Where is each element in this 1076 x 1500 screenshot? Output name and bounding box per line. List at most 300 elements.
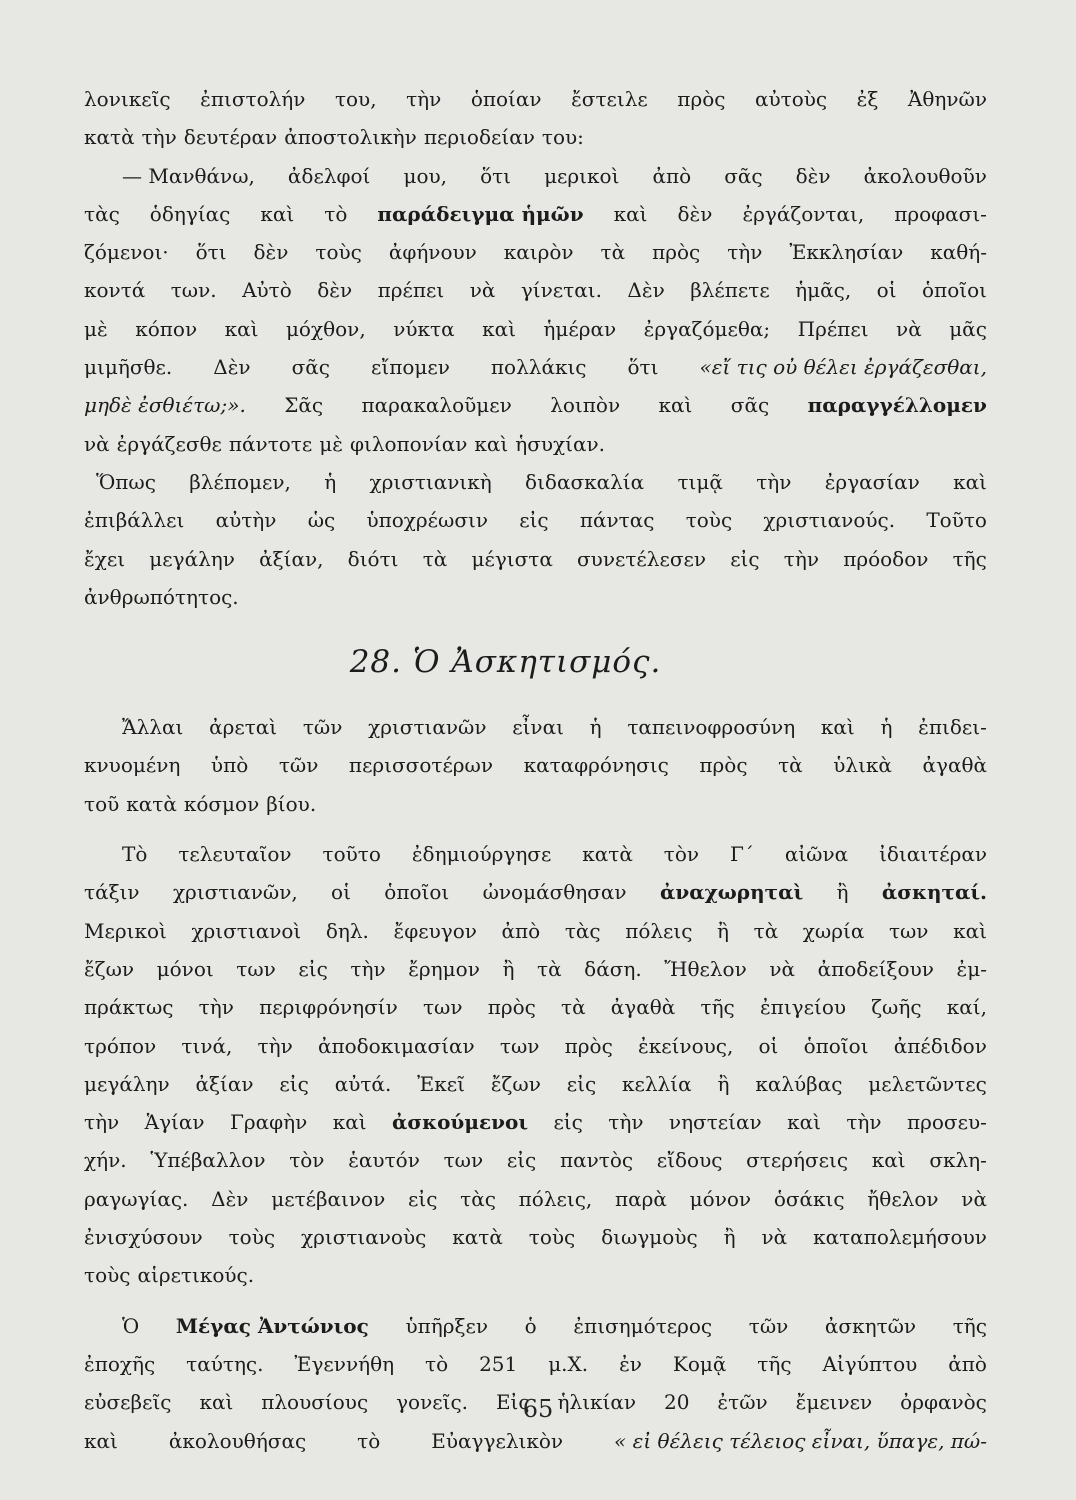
word: καί, (946, 995, 987, 1020)
word: τὰ (561, 995, 586, 1020)
text-line (84, 271, 987, 309)
word: ζόμενοι· (84, 240, 169, 265)
word: — Μανθάνω, (122, 163, 255, 188)
word: νὰ (469, 278, 496, 303)
word: ἔζων (84, 956, 135, 981)
word: τὸ (357, 1428, 381, 1453)
word: ἔστειλε (571, 87, 648, 111)
word: τὰς (564, 918, 601, 943)
word: ἐργάζονται, (742, 201, 865, 226)
word: ὁποίαν (470, 87, 542, 111)
word: ἐν (619, 1351, 642, 1376)
word: ἔμεινεν (795, 1390, 873, 1415)
word: νὰ (769, 956, 795, 981)
text-line (84, 1180, 987, 1218)
italic-phrase: «εἴ τις οὐ θέλει ἐργάζεσθαι, (699, 355, 987, 380)
word: ἡλικίαν (557, 1390, 637, 1415)
word: καὶ (613, 201, 648, 226)
word: ἐποχῆς (84, 1351, 156, 1376)
word: Ἐκεῖ (417, 1071, 465, 1096)
text-line (84, 348, 987, 386)
word: ἀσκητῶν (824, 1313, 917, 1338)
word: πόλεις, (518, 1186, 593, 1211)
word: ἀποδείξουν (817, 956, 934, 981)
word: κελλία (622, 1071, 692, 1096)
word: ἀκολουθοῦν (863, 163, 987, 188)
word: τὰ (753, 918, 779, 943)
word: ὁποῖοι (803, 1033, 869, 1058)
word: νὰ (961, 1186, 987, 1211)
word: πρὸς (564, 1033, 613, 1058)
word: καὶ (820, 715, 855, 740)
word: Γ΄ (729, 842, 754, 867)
word: των (422, 995, 463, 1020)
word: εὐσεβεῖς (84, 1390, 172, 1415)
word: εἰς (298, 956, 328, 981)
word: μ.Χ. (548, 1351, 589, 1376)
word: κνυομένη (84, 753, 181, 778)
word: δευτέραν (183, 125, 278, 150)
word: δηλ. (325, 918, 369, 943)
text-line (84, 1027, 987, 1065)
word: ἐργάζεσθε (116, 431, 222, 456)
word: Πρέπει (797, 316, 869, 341)
word: αὐτὴν (215, 508, 277, 533)
word: ὑλικὰ (833, 753, 892, 778)
text-line (84, 912, 987, 950)
word: ἐκείνους, (637, 1033, 734, 1058)
word: τιμᾷ (677, 469, 723, 494)
word: ἐτῶν (717, 1390, 768, 1415)
word: καὶ (953, 918, 987, 943)
word: ἡ (589, 715, 602, 740)
word: καὶ (871, 1148, 906, 1173)
word: ταπεινοφροσύνη (627, 715, 796, 740)
word: δὲν (253, 240, 289, 265)
word: πρὸς (487, 995, 536, 1020)
bold-word: ἀσκηταί. (881, 880, 987, 905)
word: τῶν (302, 715, 343, 740)
word: αὐτοὺς (754, 87, 828, 111)
word: καὶ (332, 1110, 367, 1135)
word: δὲν (677, 201, 713, 226)
italic-phrase: « εἰ θέλεις τέλειος εἶναι, ὕπαγε, πώ- (614, 1428, 987, 1453)
word: αὐτά. (334, 1071, 392, 1096)
word: των. (170, 278, 217, 303)
word: πολλάκις (490, 355, 587, 380)
word: εἰς (506, 1148, 537, 1173)
word: ἐπιστολήν (200, 87, 306, 111)
word: τὸ (324, 201, 348, 226)
word: πόλεις (625, 918, 693, 943)
text-line (84, 746, 987, 784)
word: περιοδείαν (423, 125, 535, 150)
word: χριστιανούς. (763, 508, 896, 533)
word: τῆς (952, 1313, 987, 1338)
word: τὴν (756, 469, 792, 494)
word: τὴν (84, 1110, 120, 1135)
word: πρόοδον (843, 546, 929, 571)
word: καὶ (787, 1110, 821, 1135)
word: ὑπῆρξεν (405, 1313, 489, 1338)
word: ἐπισημότερος (573, 1313, 713, 1338)
word: Δὲν (211, 1186, 249, 1211)
word: πρὸς (652, 240, 701, 265)
word: Εὐαγγελικὸν (431, 1428, 564, 1453)
word: ὅτι (195, 240, 227, 265)
word: εἰς (408, 1186, 438, 1211)
word: ἀγαθὰ (610, 995, 676, 1020)
word: Μερικοὶ (84, 918, 167, 943)
word: οἱ (876, 278, 897, 303)
word: τοὺς (84, 1263, 131, 1288)
word: 251 (479, 1351, 518, 1376)
word: τρόπον (84, 1033, 157, 1058)
word: ἐμ- (956, 956, 987, 981)
word: τάξιν (84, 880, 140, 905)
word: του, (334, 87, 377, 111)
word: φιλοπονίαν (349, 431, 468, 456)
word: καταπολεμήσουν (813, 1225, 987, 1250)
word: ὁποῖοι (922, 278, 987, 303)
word: ὁ (524, 1313, 537, 1338)
word: Εἰς (495, 1390, 530, 1415)
text-line (84, 1345, 987, 1383)
text-line (84, 988, 987, 1026)
word: διδασκαλία (525, 469, 645, 494)
word: διωγμοὺς (601, 1225, 698, 1250)
word: τὴν (257, 1033, 293, 1058)
word: ἀνθρωπότητος. (84, 584, 239, 609)
word: κατὰ (126, 791, 177, 816)
word: ἀκολουθήσας (168, 1428, 307, 1453)
word: ὁσάκις (773, 1186, 845, 1211)
word: λοιπὸν (550, 393, 621, 418)
word: ραγωγίας. (84, 1186, 189, 1211)
word: βλέπομεν, (189, 469, 291, 494)
word: χήν. (84, 1148, 127, 1173)
word: τὰς (84, 201, 120, 226)
word: ἡ (880, 715, 893, 740)
word: ἐργαζόμεθα; (643, 316, 771, 341)
word: τοὺς (228, 1225, 276, 1250)
word: Ὑπέβαλλον (150, 1148, 266, 1173)
word: βλέπετε (690, 278, 770, 303)
word: ὅτι (480, 163, 512, 188)
word: δὲν (795, 163, 831, 188)
word: των (499, 1033, 540, 1058)
word: ἡ (324, 469, 337, 494)
word: περιφρόνησίν (259, 995, 398, 1020)
word: ἀποδοκιμασίαν (317, 1033, 475, 1058)
word: ἢ (717, 918, 730, 943)
word: παντὸς (559, 1148, 634, 1173)
word: πάντοτε (228, 431, 313, 456)
word: ἀπὸ (501, 918, 541, 943)
word: μόνον (689, 1186, 752, 1211)
word: ὠνομάσθησαν (482, 880, 627, 905)
word: μου, (403, 163, 448, 188)
word: μᾶς (949, 316, 987, 341)
word: τοὺς (528, 1225, 576, 1250)
word: ταύτης. (186, 1351, 264, 1376)
word: Ἤθελον (664, 956, 747, 981)
word: τὰς (460, 1186, 496, 1211)
word: Αἰγύπτου (822, 1351, 918, 1376)
word: εἰς (730, 546, 760, 571)
word: των (236, 956, 276, 981)
word: ὡς (307, 508, 336, 533)
word: περισσοτέρων (348, 753, 494, 778)
word: μὲ (319, 431, 343, 456)
text-line (84, 310, 987, 348)
word: ἤθελον (867, 1186, 939, 1211)
word: Ἐκκλησίαν (789, 240, 904, 265)
word: τὸν (289, 1148, 325, 1173)
word: Ἀθηνῶν (907, 87, 987, 111)
word: βίου. (266, 791, 317, 816)
word: μεγάλην (149, 546, 235, 571)
paragraph-spacer (84, 823, 987, 835)
word: μέγιστα (471, 546, 553, 571)
word: καιρὸν (503, 240, 574, 265)
word: σκλη- (929, 1148, 987, 1173)
word: κατὰ (582, 842, 633, 867)
word: συνετέλεσεν (577, 546, 706, 571)
word: πάντας (579, 508, 655, 533)
word: μερικοὶ (544, 163, 620, 188)
body-text (84, 80, 987, 1460)
word: κόπον (135, 316, 198, 341)
word: καὶ (482, 316, 516, 341)
word: καὶ (953, 469, 987, 494)
text-line (84, 425, 987, 463)
word: δάση. (584, 956, 642, 981)
text-line (84, 233, 987, 271)
word: πρὸς (677, 87, 726, 111)
word: μιμῆσθε. (84, 355, 173, 380)
text-line (84, 118, 987, 156)
word: ἐπιγείου (759, 995, 847, 1020)
word: τὰ (422, 546, 448, 571)
word: Δὲν (627, 278, 665, 303)
word: πρὸς (699, 753, 748, 778)
word: των (443, 1148, 484, 1173)
word: ἐπιβάλλει (84, 508, 185, 533)
word: κοντά (84, 278, 146, 303)
text-line (84, 1422, 987, 1460)
word: σᾶς (291, 355, 330, 380)
word: 20 (664, 1390, 690, 1415)
word: τῶν (748, 1313, 789, 1338)
word: ἔρημον (408, 956, 480, 981)
word: ἀπέδιδον (893, 1033, 987, 1058)
word: οἱ (331, 880, 351, 905)
word: ἐργασίαν (824, 469, 920, 494)
word: σᾶς (724, 163, 763, 188)
word: χριστιανῶν, (172, 880, 298, 905)
word: ἡμέραν (543, 316, 617, 341)
text-line (84, 157, 987, 195)
word: ἀξίαν, (259, 546, 324, 571)
word: Ἄλλαι (122, 715, 184, 740)
word: καὶ (260, 201, 295, 226)
word: ἡμᾶς, (795, 278, 852, 303)
word: τὸν (663, 842, 700, 867)
word: τινά, (181, 1033, 233, 1058)
word: τὴν (846, 1110, 882, 1135)
word: Δὲν (213, 355, 251, 380)
text-line (84, 785, 987, 823)
word: νὰ (761, 1225, 788, 1250)
word: χριστιανικὴ (369, 469, 492, 494)
word: του: (541, 125, 584, 150)
word: αἱρετικούς. (137, 1263, 255, 1288)
word: Ὁ (122, 1313, 140, 1338)
word: καθή- (930, 240, 987, 265)
word: ἀγαθὰ (922, 753, 987, 778)
word: τοῦ (84, 791, 120, 816)
word: τὰ (537, 956, 562, 981)
word: ἢ (502, 956, 515, 981)
word: ἐξ (856, 87, 879, 111)
word: ὑποχρέωσιν (366, 508, 488, 533)
word: δὲν (317, 278, 353, 303)
word: ζωῆς (871, 995, 922, 1020)
word: ἀφήνουν (388, 240, 477, 265)
text-line (84, 835, 987, 873)
word: τὴν (406, 87, 442, 111)
word: παρακαλοῦμεν (361, 393, 512, 418)
word: ἀποστολικὴν (284, 125, 417, 150)
word: πλουσίους (261, 1390, 369, 1415)
word: γίνεται. (520, 278, 602, 303)
italic-phrase: μηδὲ ἐσθιέτω;». (84, 393, 246, 418)
word: ἀρεταὶ (209, 715, 278, 740)
word: τὴν (727, 240, 763, 265)
word: νύκτα (393, 316, 455, 341)
word: μετέβαινον (271, 1186, 386, 1211)
word: καλύβας (755, 1071, 843, 1096)
word: χριστιανοὺς (300, 1225, 427, 1250)
word: χριστιανῶν (368, 715, 487, 740)
word: καὶ (224, 316, 259, 341)
word: τὴν (783, 546, 819, 571)
word: τῆς (700, 995, 735, 1020)
word: καὶ (658, 393, 693, 418)
word: ἔχει (84, 546, 126, 571)
word: πράκτως (84, 995, 174, 1020)
word: τελευταῖον (178, 842, 292, 867)
text-line (84, 1218, 987, 1256)
word: ἀδελφοί (287, 163, 371, 188)
word: τὴν (198, 995, 234, 1020)
word: ὁποῖοι (384, 880, 450, 905)
word: κατὰ (84, 125, 135, 150)
word: τὸ (425, 1351, 449, 1376)
word: Σᾶς (284, 393, 324, 418)
section-heading: 28. Ὁ Ἀσκητισμός. (349, 644, 662, 681)
word: ἢ (836, 880, 849, 905)
word: τῶν (278, 753, 319, 778)
word: εἰς (519, 508, 549, 533)
word: στερήσεις (746, 1148, 849, 1173)
bold-word: ἀναχωρηταὶ (659, 880, 804, 905)
word: νηστείαν (668, 1110, 762, 1135)
bold-word: Μέγας Ἀντώνιος (175, 1313, 369, 1338)
word: ἐπιδει- (918, 715, 987, 740)
word: χωρία (802, 918, 865, 943)
paragraph-spacer (84, 1295, 987, 1307)
text-line (84, 1141, 987, 1179)
word: προσευ- (906, 1110, 987, 1135)
text-line (84, 578, 987, 616)
word: προφασι- (894, 201, 987, 226)
text-line (84, 1065, 987, 1103)
word: παρὰ (615, 1186, 667, 1211)
word: ἐδημιούργησε (411, 842, 552, 867)
word: τῆς (952, 546, 987, 571)
word: γονεῖς. (396, 1390, 469, 1415)
word: διότι (347, 546, 399, 571)
word: εἶναι (512, 715, 564, 740)
word: μόχθον, (285, 316, 366, 341)
text-line (84, 1256, 987, 1294)
word: Ἁγίαν (144, 1110, 205, 1135)
word: τοὺς (315, 240, 362, 265)
word: ἀπὸ (652, 163, 692, 188)
word: τὴν (141, 125, 177, 150)
text-line (84, 950, 987, 988)
word: ἀπὸ (948, 1351, 987, 1376)
word: ἡσυχίαν. (515, 431, 606, 456)
word: σᾶς (730, 393, 770, 418)
text-line (84, 195, 987, 233)
word: των (888, 918, 929, 943)
word: Ἐγεννήθη (294, 1351, 395, 1376)
word: εἰς (279, 1071, 309, 1096)
text-line (84, 386, 987, 424)
word: εἴπομεν (370, 355, 450, 380)
word: Τὸ (122, 842, 148, 867)
word: καταφρόνησις (523, 753, 669, 778)
word: τὴν (608, 1110, 644, 1135)
word: τὴν (350, 956, 386, 981)
word: χριστιανοὶ (191, 918, 302, 943)
word: καὶ (84, 1428, 118, 1453)
text-line (84, 1103, 987, 1141)
word: τὰ (600, 240, 626, 265)
page-number: 65 (522, 1395, 554, 1423)
bold-word: παράδειγμα ἡμῶν (377, 201, 584, 226)
word: ὑπὸ (210, 753, 249, 778)
word: ἰδιαιτέραν (879, 842, 987, 867)
word: καὶ (199, 1390, 234, 1415)
bold-word: παραγγέλλομεν (807, 393, 987, 418)
text-line (84, 1307, 987, 1345)
word: ἔζων (490, 1071, 541, 1096)
word: κατὰ (452, 1225, 503, 1250)
word: μεγάλην (84, 1071, 170, 1096)
word: πρέπει (377, 278, 445, 303)
word: αἰῶνα (784, 842, 849, 867)
word: εἴδους (656, 1148, 723, 1173)
text-line (84, 463, 987, 501)
word: Αὐτὸ (242, 278, 292, 303)
word: τοῦτο (322, 842, 381, 867)
word: ὅτι (627, 355, 659, 380)
word: τῆς (757, 1351, 792, 1376)
